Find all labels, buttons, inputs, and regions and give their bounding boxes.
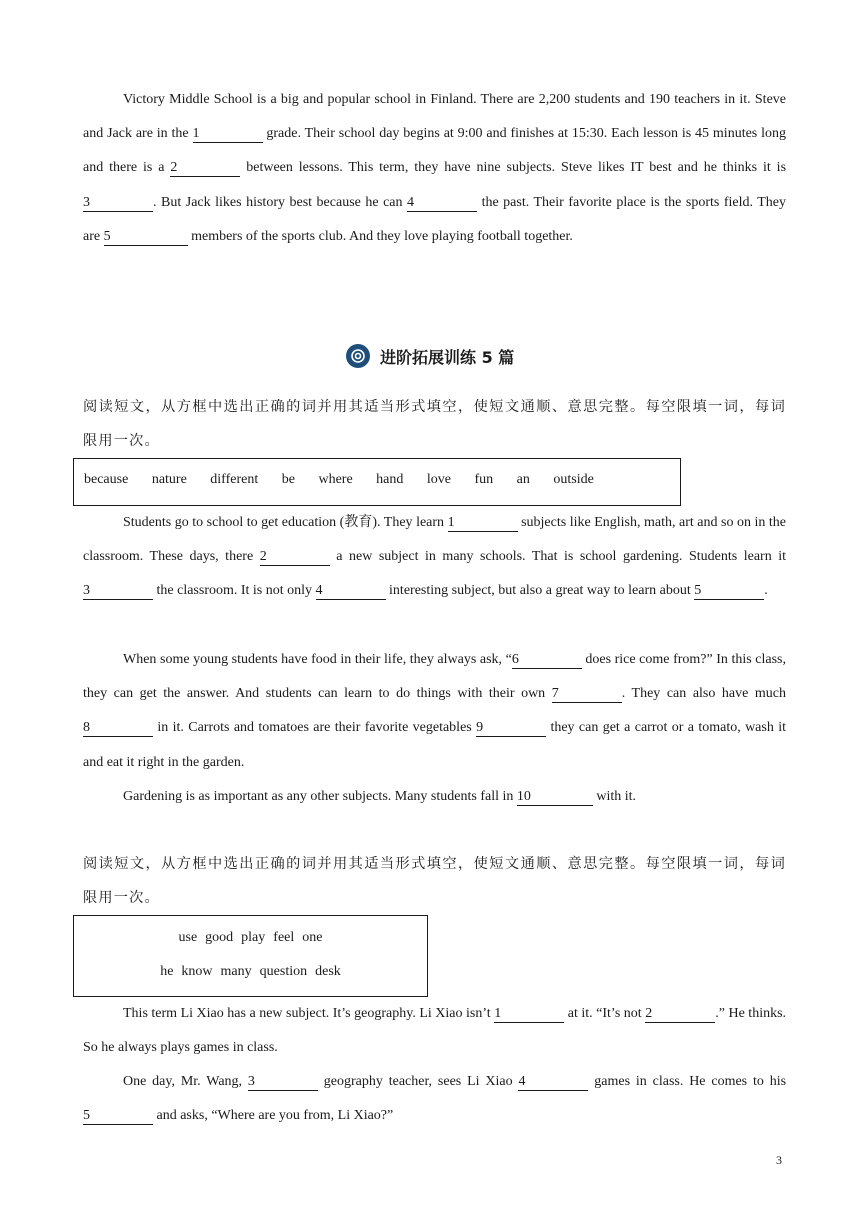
passage-text: a new subject in many schools. That is school gardening. Students learn it — [336, 549, 786, 565]
word-option: use — [178, 930, 198, 945]
word-option: outside — [553, 472, 594, 487]
word-option: know — [181, 964, 213, 979]
passage-3-para-1 — [83, 997, 786, 1065]
passage-text: grade. Their school day begins at 9:00 and finishes at 15:30. Each lesson is 45 minutes long and there is a — [83, 126, 787, 176]
word-option: because — [84, 472, 129, 487]
word-option: play — [241, 930, 266, 945]
word-option: good — [205, 930, 234, 945]
passage-text: at it. “It’s not — [567, 1006, 642, 1021]
blank-5: 5 — [694, 582, 764, 600]
word-option: he — [160, 964, 174, 979]
instruction-1: 阅读短文，从方框中选出正确的词并用其适当形式填空，使短文通顺、意思完整。每空限填一词，每词限用一次。 — [83, 399, 786, 450]
blank-2: 2 — [170, 159, 240, 177]
word-option: different — [210, 472, 259, 487]
passage-text: .” He thinks. So he always plays games in class. — [83, 1006, 787, 1056]
word-option: where — [318, 472, 353, 487]
blank-5: 5 — [104, 228, 188, 246]
blank-1: 1 — [448, 514, 518, 532]
passage-text: Gardening is as important as any other subjects. Many students fall in — [123, 789, 514, 804]
passage-text: with it. — [596, 789, 637, 804]
word-option: question — [259, 964, 308, 979]
passage-3-para-2 — [83, 1065, 786, 1133]
passage-text: the classroom. It is not only — [156, 583, 313, 599]
passage-2-para-1 — [83, 506, 786, 609]
blank-3: 3 — [83, 582, 153, 600]
word-box-row — [84, 472, 617, 488]
word-option: desk — [315, 964, 341, 979]
passage-text: subjects like English, math, art and so on in the classroom. These days, there — [83, 515, 787, 565]
word-option: feel — [273, 930, 295, 945]
section-title: 进阶拓展训练 5 篇 — [380, 347, 515, 367]
blank-6: 6 — [512, 651, 582, 669]
passage-1 — [83, 83, 786, 254]
section-heading — [346, 342, 514, 370]
passage-text: Victory Middle School is a big and popular school in Finland. There are 2,200 students and 190 teachers in it. Steve and Jack are in the — [83, 92, 786, 142]
passage-text: When some young students have food in their life, they always ask, “ — [123, 652, 512, 667]
passage-text: . But Jack likes history best because he can — [153, 194, 403, 210]
blank-2: 2 — [260, 548, 330, 566]
passage-text: they can get a carrot or a tomato, wash it and eat it right in the garden. — [83, 720, 786, 770]
blank-3: 3 — [83, 194, 153, 212]
word-option: love — [426, 472, 451, 487]
word-option: an — [516, 472, 530, 487]
blank-5: 5 — [83, 1107, 153, 1125]
word-option: nature — [151, 472, 187, 487]
passage-text: between lessons. This term, they have nine subjects. Steve likes IT best and he thinks it is — [246, 160, 787, 176]
word-box-2 — [73, 915, 428, 997]
word-box-row — [74, 964, 427, 980]
passage-text: This term Li Xiao has a new subject. It’s geography. Li Xiao isn’t — [123, 1006, 491, 1021]
blank-8: 8 — [83, 719, 153, 737]
instruction-2: 阅读短文，从方框中选出正确的词并用其适当形式填空，使短文通顺、意思完整。每空限填一词，每词限用一次。 — [83, 856, 786, 907]
blank-4: 4 — [518, 1073, 588, 1091]
blank-9: 9 — [476, 719, 546, 737]
blank-4: 4 — [316, 582, 386, 600]
passage-text: . They can also have much — [621, 686, 786, 702]
passage-text: geography teacher, sees Li Xiao — [323, 1074, 513, 1089]
blank-2: 2 — [645, 1005, 715, 1023]
passage-text: members of the sports club. And they love playing football together. — [191, 228, 573, 244]
blank-1: 1 — [494, 1005, 564, 1023]
passage-text: games in class. He comes to his — [594, 1074, 787, 1089]
word-option: fun — [474, 472, 494, 487]
passage-text: . — [764, 583, 768, 599]
word-option: many — [220, 964, 252, 979]
passage-text: and asks, “Where are you from, Li Xiao?” — [156, 1108, 394, 1124]
blank-3: 3 — [248, 1073, 318, 1091]
passage-2-para-3 — [83, 780, 786, 814]
passage-text: in it. Carrots and tomatoes are their favorite vegetables — [157, 720, 472, 736]
passage-text: One day, Mr. Wang, — [123, 1074, 243, 1089]
blank-1: 1 — [193, 125, 263, 143]
blank-7: 7 — [552, 685, 622, 703]
target-icon — [346, 344, 370, 368]
passage-text: does rice come from?” In this class, they can get the answer. And students can learn to do things with their own — [83, 652, 787, 702]
blank-4: 4 — [407, 194, 477, 212]
word-option: hand — [376, 472, 404, 487]
passage-text: interesting subject, but also a great way to learn about — [389, 583, 691, 599]
passage-2-para-2 — [83, 643, 786, 780]
word-box-1 — [73, 458, 681, 506]
passage-text: the past. Their favorite place is the sports field. They are — [83, 194, 787, 244]
word-option: one — [302, 930, 323, 945]
page-number: 3 — [776, 1153, 782, 1167]
word-box-row — [74, 930, 427, 946]
passage-text: Students go to school to get education (教育). They learn — [123, 515, 445, 530]
blank-10: 10 — [517, 788, 593, 806]
word-option: be — [281, 472, 295, 487]
